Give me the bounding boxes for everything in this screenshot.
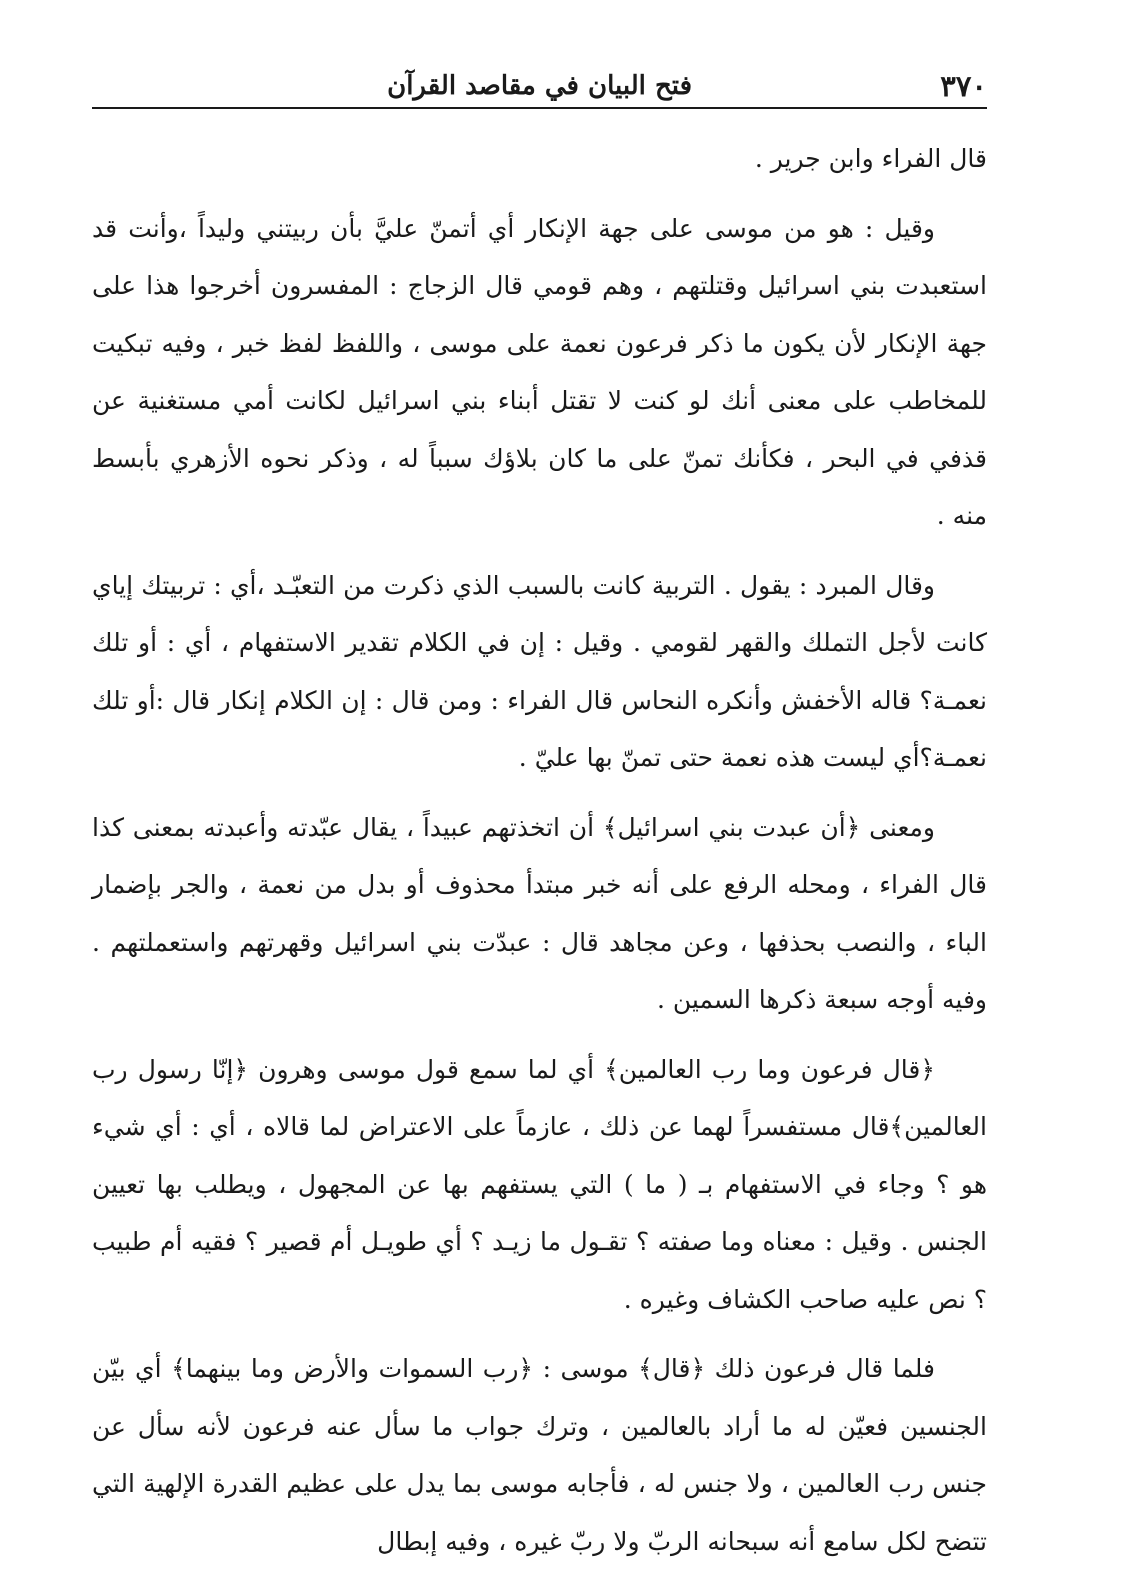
- paragraph: وقيل : هو من موسى على جهة الإنكار أي أتمنّ عليَّ بأن ربيتني وليداً ،وأنت قد استعبدت بني اسرائيل وقتلتهم ، وهم قومي قال الزجاج : المفسرون أخرجوا هذا على جهة الإنكار لأن يكون ما ذكر فرعون نعمة على موسى ، واللفظ لفظ خبر ، وفيه تبكيت للمخاطب على معنى أنك لو كنت لا تقتل أبناء بني اسرائيل لكانت أمي مستغنية عن قذفي في البحر ، فكأنك تمنّ على ما كان بلاؤك سبباً له ، وذكر نحوه الأزهري بأبسط منه .: [92, 213, 987, 530]
- page-number: ٣٧٠: [940, 69, 987, 103]
- page-header: [92, 66, 987, 110]
- paragraph: قال الفراء وابن جرير .: [754, 144, 987, 173]
- body-text: [92, 130, 987, 1582]
- paragraph: فلما قال فرعون ذلك ﴿قال﴾ موسى : ﴿رب السموات والأرض وما بينهما﴾ أي بيّن الجنسين فعيّن له ما أراد بالعالمين ، وترك جواب ما سأل عنه فرعون لأنه سأل عن جنس رب العالمين ، ولا جنس له ، فأجابه موسى بما يدل على عظيم القدرة الإلهية التي تتضح لكل سامع أنه سبحانه الربّ ولا ربّ غيره ، وفيه إبطال: [92, 1354, 987, 1556]
- paragraph: ومعنى ﴿أن عبدت بني اسرائيل﴾ أن اتخذتهم عبيداً ، يقال عبّدته وأعبدته بمعنى كذا قال الفراء ، ومحله الرفع على أنه خبر مبتدأ محذوف أو بدل من نعمة ، والجر بإضمار الباء ، والنصب بحذفها ، وعن مجاهد قال : عبدّت بني اسرائيل وقهرتهم واستعملتهم . وفيه أوجه سبعة ذكرها السمين .: [92, 812, 987, 1014]
- paragraph: وقال المبرد : يقول . التربية كانت بالسبب الذي ذكرت من التعبّـد ،أي : تربيتك إياي كانت لأجل التملك والقهر لقومي . وقيل : إن في الكلام تقدير الاستفهام ، أي : أو تلك نعمـة؟ قاله الأخفش وأنكره النحاس قال الفراء : ومن قال : إن الكلام إنكار قال :أو تلك نعمـة؟أي ليست هذه نعمة حتى تمنّ بها عليّ .: [92, 570, 987, 772]
- running-title: فتح البيان في مقاصد القرآن: [387, 71, 692, 101]
- paragraph: ﴿قال فرعون وما رب العالمين﴾ أي لما سمع قول موسى وهرون ﴿إنّا رسول رب العالمين﴾قال مستفسراً لهما عن ذلك ، عازماً على الاعتراض لما قالاه ، أي : أي شيء هو ؟ وجاء في الاستفهام بـ ( ما ) التي يستفهم بها عن المجهول ، ويطلب بها تعيين الجنس . وقيل : معناه وما صفته ؟ تقـول ما زيـد ؟ أي طويـل أم قصير ؟ فقيه أم طبيب ؟ نص عليه صاحب الكشاف وغيره .: [92, 1054, 987, 1314]
- header-rule: [92, 107, 987, 109]
